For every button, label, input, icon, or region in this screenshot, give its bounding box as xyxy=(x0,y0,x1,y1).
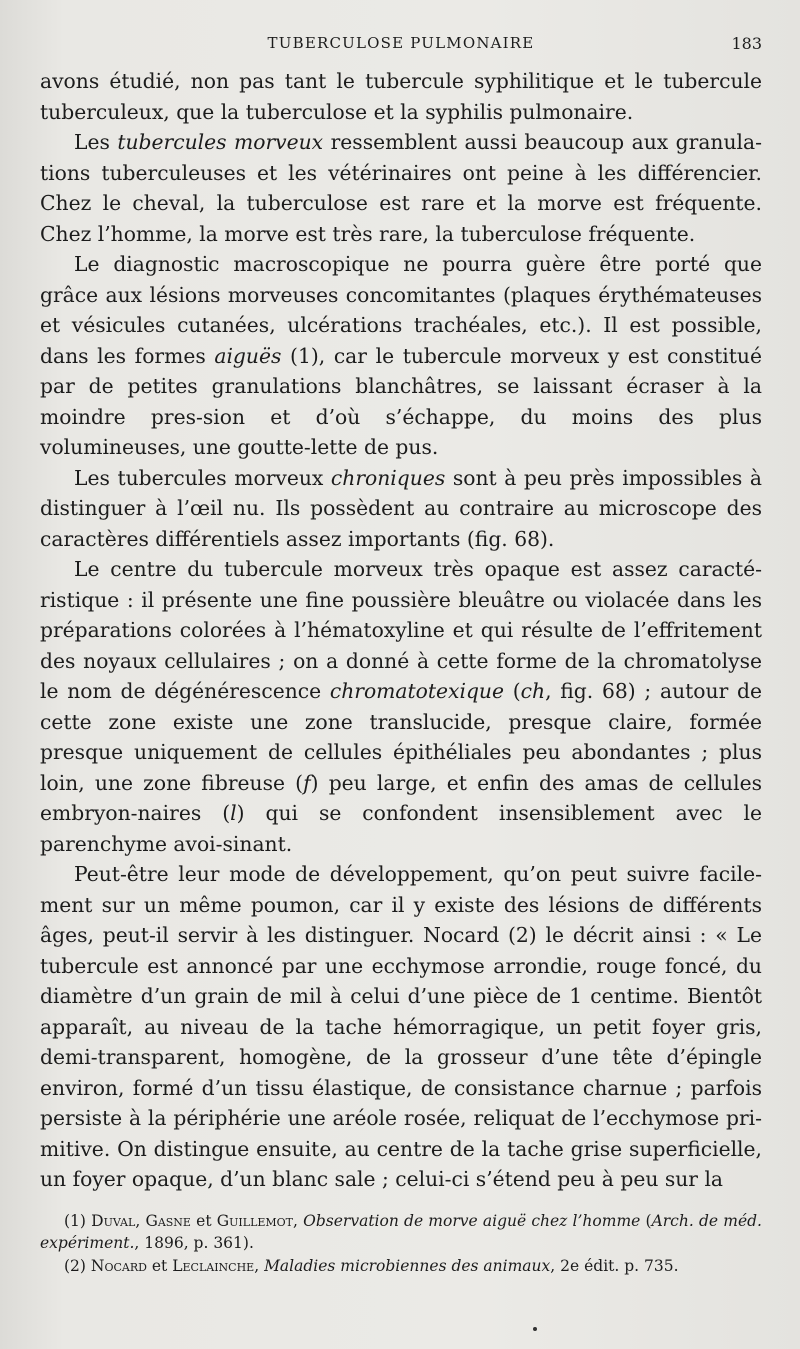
footnotes xyxy=(40,1211,762,1280)
text-run: Les tubercules morveux xyxy=(74,465,331,490)
italic-term: chroniques xyxy=(330,465,446,490)
author-name: Nocard xyxy=(90,1257,147,1275)
italic-term: l xyxy=(230,801,237,825)
author-name: Duval xyxy=(91,1212,136,1230)
author-name: Leclainche xyxy=(172,1257,255,1275)
italic-term: ch xyxy=(520,679,546,703)
work-title: Observation de morve aiguë chez l’homme xyxy=(303,1212,641,1230)
paragraph-tubercules-morveux xyxy=(40,127,762,249)
text-run: , 2e édit. p. 735. xyxy=(550,1257,679,1275)
text-run: , xyxy=(254,1257,265,1275)
paragraph-diagnostic xyxy=(40,249,762,463)
text-run: Les xyxy=(74,130,118,154)
footnote-1 xyxy=(40,1211,762,1254)
text-run: , 1896, p. 361). xyxy=(134,1233,254,1252)
author-name: Gasne xyxy=(145,1212,191,1230)
text-run: Le centre du tubercule morveux très opaque est assez caracté-ristique : il présente une fine poussière bleuâtre ou violacée dans les préparations colorées à l’hématoxyline et qui résulte de l’effritement des noyaux cellulaires ; on a donné à cette forme de la chromatolyse le nom de dégénérescence xyxy=(40,557,762,703)
text-run: et xyxy=(146,1257,173,1275)
journal-title: Arch. de méd. expériment. xyxy=(40,1212,762,1252)
footnote-marker: (1) xyxy=(64,1212,92,1230)
text-run: ) peu large, et enfin des amas de cellules embryon-naires ( xyxy=(40,770,762,825)
italic-term: f xyxy=(303,770,311,795)
text-run: , xyxy=(293,1212,304,1230)
body-text xyxy=(40,66,762,1195)
paragraph-continued: avons étudié, non pas tant le tubercule syphilitique et le tubercule tuberculeux, que la tuberculose et la syphilis pulmonaire. xyxy=(40,69,762,124)
text-run: ( xyxy=(504,679,521,703)
text-run: ressemblent aussi beaucoup aux granula-tions tuberculeuses et les vétérinaires ont peine à les différencier. Chez le cheval, la tuberculose est rare et la morve est fréquente. Chez l’homme, la morve est très rare, la tuberculose fréquente. xyxy=(40,130,762,246)
italic-term: chromatotexique xyxy=(329,679,504,703)
text-run: et xyxy=(190,1212,217,1230)
page-header xyxy=(40,32,762,56)
text-run: (1), car le tubercule morveux y est constitué par de petites granulations blanchâtres, se laissant écraser à la moindre pres-sion et d’où s’échappe, du moins des plus volumineuses, une goutte-lette de pus. xyxy=(40,343,762,459)
footnote-marker: (2) xyxy=(64,1257,91,1275)
ink-speck xyxy=(533,1327,537,1331)
text-run: ( xyxy=(640,1212,652,1230)
paragraph-centre-tubercule xyxy=(40,554,762,859)
paragraph-chroniques xyxy=(40,463,762,555)
text-run: Le diagnostic macroscopique ne pourra guère être porté que grâce aux lésions morveuses concomitantes (plaques érythémateuses et vésicules cutanées, ulcérations trachéales, etc.). Il est possible, dans les formes xyxy=(40,252,762,368)
work-title: Maladies microbiennes des animaux xyxy=(264,1257,551,1275)
footnote-2 xyxy=(40,1256,762,1278)
paragraph-developpement: Peut-être leur mode de développement, qu’on peut suivre facile-ment sur un même poumon, car il y existe des lésions de différents âges, peut-il servir à les distinguer. Nocard (2) le décrit ainsi : « Le tubercule est annoncé par une ecchymose arrondie, rouge foncé, du diamètre d’un grain de mil à celui d’une pièce de 1 centime. Bientôt apparaît, au niveau de la tache hémorragique, un petit foyer gris, demi-transparent, homogène, de la grosseur d’une tête d’épingle environ, formé d’un tissu élastique, de consistance charnue ; parfois persiste à la périphérie une aréole rosée, reliquat de l’ecchymose pri-mitive. On distingue ensuite, au centre de la tache grise superficielle, un foyer opaque, d’un blanc sale ; celui-ci s’étend peu à peu sur la xyxy=(40,862,762,1191)
page-number: 183 xyxy=(731,34,762,53)
italic-term: aiguës xyxy=(214,343,282,368)
text-run: , fig. 68) ; autour de cette zone existe une zone translucide, presque claire, formée presque uniquement de cellules épithéliales peu abondantes ; plus loin, une zone fibreuse ( xyxy=(40,679,762,795)
text-run: ) qui se confondent insensiblement avec le parenchyme avoi-sinant. xyxy=(40,801,762,856)
author-name: Guillemot xyxy=(216,1212,294,1230)
running-title: TUBERCULOSE PULMONAIRE xyxy=(267,34,535,52)
italic-term: tubercules morveux xyxy=(117,130,324,154)
text-run: , xyxy=(135,1212,146,1230)
text-run: sont à peu près impossibles à distinguer à l’œil nu. Ils possèdent au contraire au microscope des caractères différentiels assez importants (fig. 68). xyxy=(40,465,762,551)
